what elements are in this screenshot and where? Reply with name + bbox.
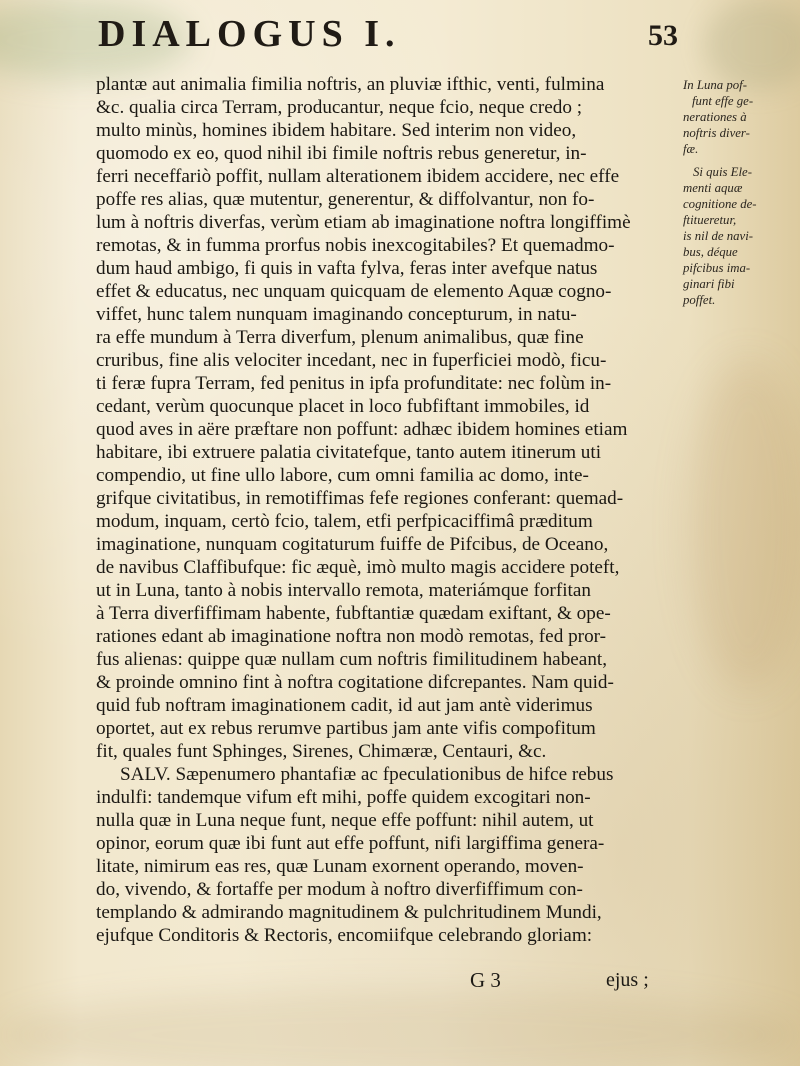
margin-note: ginari fibi xyxy=(683,277,735,291)
catchword: ejus ; xyxy=(606,969,649,991)
text-line: ejufque Conditoris & Rectoris, encomiifque celebrando gloriam: xyxy=(96,925,593,946)
text-line: modum, inquam, certò fcio, talem, etfi perfpicaciffimâ præditum xyxy=(96,511,593,532)
margin-note: is nil de navi- xyxy=(683,229,754,243)
margin-note: funt effe ge- xyxy=(692,94,754,108)
text-line: de navibus Claffibufque: fic æquè, imò multo magis accidere poteft, xyxy=(96,557,620,578)
text-line: cruribus, fine alis velociter incedant, nec in fuperficiei modò, ficu- xyxy=(96,350,607,371)
text-line: indulfi: tandemque vifum eft mihi, poffe quidem excogitari non- xyxy=(96,787,591,808)
page-number: 53 xyxy=(648,19,678,52)
text-line: fus alienas: quippe quæ nullam cum noftris fimilitudinem habeant, xyxy=(96,649,608,670)
text-line: litate, nimirum eas res, quæ Lunam exornent operando, moven- xyxy=(96,856,584,877)
text-line: & proinde omnino fint à noftra cogitatione difcrepantes. Nam quid- xyxy=(96,672,614,693)
text-line: ut in Luna, tanto à nobis intervallo remota, materiámque forfitan xyxy=(96,580,591,601)
text-line: grifque civitatibus, in remotiffimas fefe regiones conferant: quemad- xyxy=(96,488,624,509)
text-line: viffet, hunc talem nunquam imaginando concepturum, in natu- xyxy=(96,304,577,325)
text-line: templando & admirando magnitudinem & pulchritudinem Mundi, xyxy=(96,902,602,923)
text-line: SALV. Sæpenumero phantafiæ ac fpeculationibus de hifce rebus xyxy=(120,764,614,785)
margin-note: noftris diver- xyxy=(683,126,750,140)
text-line: poffe res alias, quæ mutentur, generentur, & diffolvantur, non fo- xyxy=(96,189,595,210)
text-line: quod aves in aëre præftare non poffunt: adhæc ibidem homines etiam xyxy=(96,419,628,440)
text-line: cedant, verùm quocunque placet in loco fubfiftant immobiles, id xyxy=(96,396,590,417)
text-line: fit, quales funt Sphinges, Sirenes, Chimæræ, Centauri, &c. xyxy=(96,741,547,762)
margin-note: In Luna pof- xyxy=(683,78,747,92)
signature-mark: G 3 xyxy=(470,968,501,992)
text-line: &c. qualia circa Terram, producantur, neque fcio, neque credo ; xyxy=(96,97,583,118)
text-line: quid fub noftram imaginationem cadit, id aut jam antè viderimus xyxy=(96,695,593,716)
text-line: lum à noftris diverfas, verùm etiam ab imaginatione noftra longiffimè xyxy=(96,212,631,233)
margin-note: fæ. xyxy=(683,142,699,156)
text-line: rationes edant ab imaginatione noftra non modò remotas, fed pror- xyxy=(96,626,607,647)
text-line: ra effe mundum à Terra diverfum, plenum animalibus, quæ fine xyxy=(96,327,584,348)
text-line: quomodo ex eo, quod nihil ibi fimile noftris rebus generetur, in- xyxy=(96,143,587,164)
margin-note: pifcibus ima- xyxy=(683,261,751,275)
text-line: nulla quæ in Luna neque funt, neque effe poffunt: nihil autem, ut xyxy=(96,810,594,831)
text-line: ti feræ fupra Terram, fed penitus in ipfa profunditate: nec folùm in- xyxy=(96,373,612,394)
text-line: plantæ aut animalia fimilia noftris, an pluviæ ifthic, venti, fulmina xyxy=(96,74,605,95)
text-line: à Terra diverfiffimam habente, fubftantiæ quædam exiftant, & ope- xyxy=(96,603,611,624)
text-line: remotas, & in fumma prorfus nobis inexcogitabiles? Et quemadmo- xyxy=(96,235,615,256)
margin-note: bus, déque xyxy=(683,245,738,259)
text-line: dum haud ambigo, fi quis in vafta fylva, feras inter avefque natus xyxy=(96,258,598,279)
margin-note: ftitueretur, xyxy=(683,213,737,227)
margin-note: nerationes à xyxy=(683,110,747,124)
margin-note: cognitione de- xyxy=(683,197,757,211)
text-line: habitare, ibi extruere palatia civitatefque, tanto autem itinerum uti xyxy=(96,442,602,463)
text-line: ferri neceffariò poffit, nullam alterationem ibidem accidere, nec effe xyxy=(96,166,620,187)
running-head: DIALOGUS I. xyxy=(98,13,401,55)
text-line: do, vivendo, & fortaffe per modum à noftro diverfiffimum con- xyxy=(96,879,583,900)
margin-note: Si quis Ele- xyxy=(693,165,752,179)
text-line: opinor, eorum quæ ibi funt aut effe poffunt, nifi largiffima genera- xyxy=(96,833,605,854)
text-line: compendio, ut fine ullo labore, cum omni familia ac domo, inte- xyxy=(96,465,589,486)
text-line: multo minùs, homines ibidem habitare. Sed interim non video, xyxy=(96,120,577,141)
text-line: imaginatione, nunquam cogitaturum fuiffe de Pifcibus, de Oceano, xyxy=(96,534,609,555)
text-line: oportet, aut ex rebus rerumve partibus jam ante vifis compofitum xyxy=(96,718,596,739)
margin-note: poffet. xyxy=(683,293,716,307)
text-line: effet & educatus, nec unquam quicquam de elemento Aquæ cogno- xyxy=(96,281,612,302)
margin-note: menti aquæ xyxy=(683,181,743,195)
